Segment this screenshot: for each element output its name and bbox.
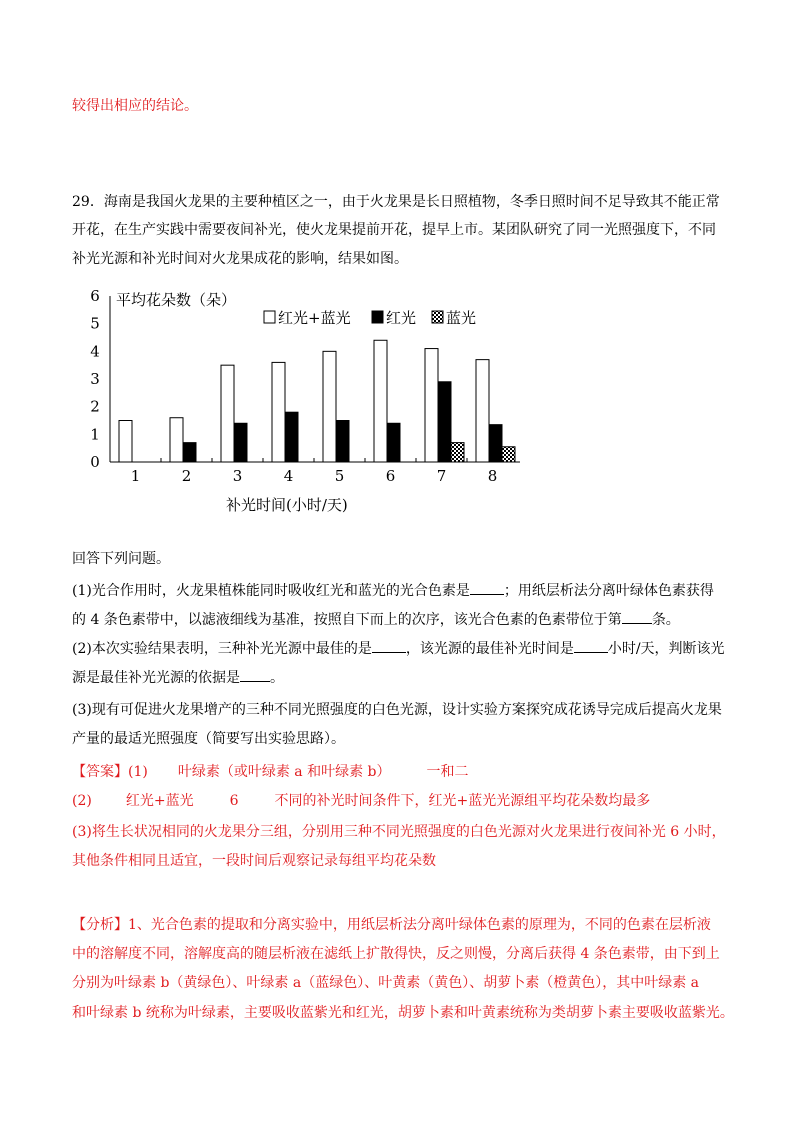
question-3-line-1: (3)现有可促进火龙果增产的三种不同光照强度的白色光源，设计实验方案探究成花诱导完成后提高火龙果 [72,702,722,718]
answer-blank [622,610,652,624]
question-29-line-1: 29．海南是我国火龙果的主要种植区之一，由于火龙果是长日照植物，冬季日照时间不足导致其不能正常 [72,194,720,210]
bar-white [170,418,183,462]
analysis-line-1 [72,915,711,935]
question-2-text-b: ，该光源的最佳补光时间是 [405,641,574,657]
bar-black [387,423,400,462]
bar-black [183,443,196,462]
answer-blank [574,639,608,653]
bar-black [285,412,298,462]
question-3-line-2: 产量的最适光照强度（简要写出实验思路）。 [72,731,345,747]
x-tick-label: 4 [283,467,294,485]
question-2-line-2 [72,668,284,688]
y-tick-label: 6 [90,287,100,305]
analysis-label: 【分析】 [72,917,128,933]
x-tick-label: 1 [130,467,141,485]
legend-label: 红光+蓝光 [278,309,351,327]
legend-swatch [372,311,383,323]
question-1-line-2 [72,610,680,630]
x-axis-title: 补光时间(小时/天) [226,496,348,514]
answer-2-part-c: 不同的补光时间条件下，红光+蓝光光源组平均花朵数均最多 [274,793,651,809]
y-tick-label: 3 [90,370,100,388]
answer-2-number: (2) [72,793,92,809]
legend-label: 蓝光 [446,309,477,327]
answer-line-1 [72,762,469,782]
bars-group [119,340,515,462]
bar-chart [86,284,536,519]
chart-legend [264,309,476,327]
bar-white [272,362,285,462]
bar-black [336,421,349,463]
analysis-line-2: 中的溶解度不同，溶解度高的随层析液在滤纸上扩散得快，反之则慢，分离后获得 4 条色素带，由下到上 [72,946,720,962]
answer-blank [372,639,406,653]
bar-white [119,421,132,463]
question-29-line-3: 补光光源和补光时间对火龙果成花的影响，结果如图。 [72,251,408,267]
bar-black [438,382,451,462]
legend-swatch [432,311,443,323]
question-2-line-1 [72,639,725,659]
x-tick-label: 3 [232,467,243,485]
y-axis-title: 平均花朵数（朵） [116,291,237,309]
y-tick-label: 5 [90,314,100,333]
bar-white [374,340,387,462]
bar-black [489,425,502,462]
bar-checker [451,443,464,462]
top-conclusion-text: 较得出相应的结论。 [72,98,198,114]
question-2-text-c: 小时/天，判断该光 [607,641,725,657]
question-1-text-b: ；用纸层析法分离叶绿体色素获得 [503,583,714,599]
y-tick-label: 0 [90,453,100,471]
x-tick-label: 8 [487,467,498,485]
bar-black [234,423,247,462]
answer-blank [240,668,270,682]
y-tick-label: 4 [90,342,100,361]
question-1-line-1 [72,581,714,601]
x-tick-label: 5 [334,467,345,485]
x-tick-label: 2 [181,467,192,485]
x-tick-label: 6 [385,467,396,485]
analysis-line-4: 和叶绿素 b 统称为叶绿素，主要吸收蓝紫光和红光，胡萝卜素和叶黄素统称为类胡萝卜素主要吸收蓝紫光。 [72,1005,734,1021]
bar-white [476,360,489,462]
analysis-text-1: 1、光合色素的提取和分离实验中，用纸层析法分离叶绿体色素的原理为，不同的色素在层析液 [128,917,711,933]
question-29-line-2: 开花，在生产实践中需要夜间补光，使火龙果提前开花，提早上市。某团队研究了同一光照强度下，不同 [72,222,716,238]
question-2-text-a: (2)本次实验结果表明，三种补光光源中最佳的是 [72,641,372,657]
y-tick-label: 1 [90,425,100,444]
answer-1-part-b: 一和二 [426,764,469,780]
bar-white [323,351,336,462]
question-1-text-d: 条。 [651,612,680,628]
bar-checker [502,447,515,462]
analysis-line-3: 分别为叶绿素 b（黄绿色）、叶绿素 a（蓝绿色）、叶黄素（黄色）、胡萝卜素（橙黄色），其中叶绿素 a [72,975,700,991]
bar-white [425,349,438,462]
answer-3-line-2: 其他条件相同且适宜，一段时间后观察记录每组平均花朵数 [72,853,436,869]
answer-2-part-a: 红光+蓝光 [125,793,194,809]
answer-3-line-1: (3)将生长状况相同的火龙果分三组，分别用三种不同光照强度的白色光源对火龙果进行夜间补光 6 小时， [72,824,726,840]
answer-1-part-a: 叶绿素（或叶绿素 a 和叶绿素 b） [177,764,391,780]
bar-white [221,365,234,462]
question-2-text-d: 源是最佳补光光源的依据是 [72,670,240,686]
answer-2-part-b: 6 [229,793,239,809]
answer-1-number: (1) [128,764,148,780]
answer-line-2 [72,791,650,811]
question-1-text-c: 的 4 条色素带中，以滤液细线为基准，按照自下而上的次序，该光合色素的色素带位于第 [72,612,622,628]
answer-label: 【答案】 [72,764,128,780]
prompt-text: 回答下列问题。 [72,551,170,567]
legend-label: 红光 [386,309,417,327]
question-2-text-e: 。 [270,670,284,686]
x-tick-label: 7 [436,467,447,485]
question-1-text-a: (1)光合作用时，火龙果植株能同时吸收红光和蓝光的光合色素是 [72,583,470,599]
legend-swatch [264,311,275,323]
answer-blank [470,581,504,595]
y-tick-label: 2 [90,397,100,416]
